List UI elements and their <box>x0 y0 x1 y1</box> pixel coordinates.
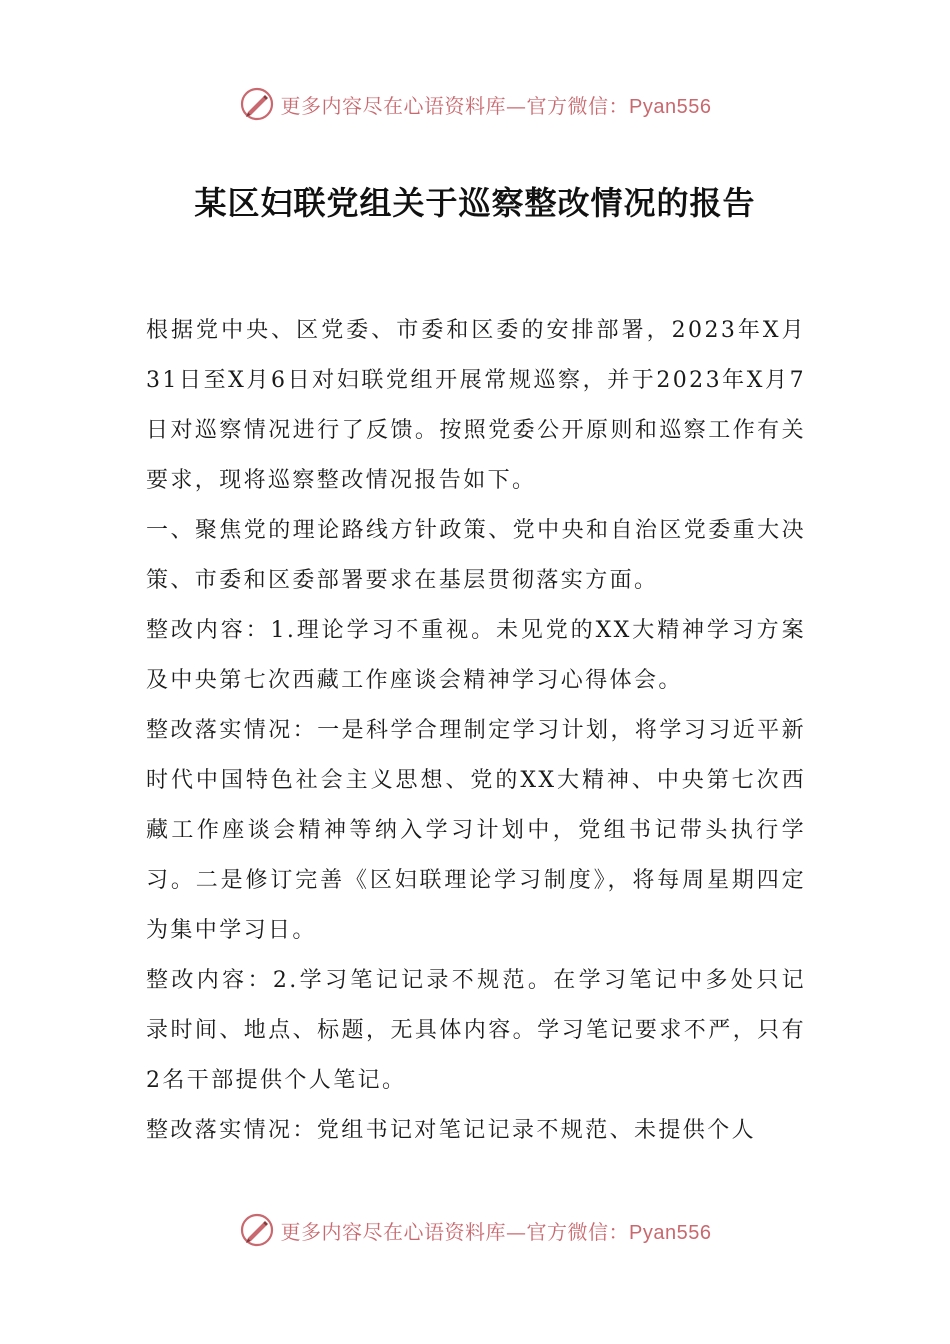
document-body <box>146 306 806 1156</box>
header-watermark <box>0 84 950 124</box>
paragraph: 整改内容：1.理论学习不重视。未见党的XX大精神学习方案及中央第七次西藏工作座谈会精神学习心得体会。 <box>146 618 806 693</box>
watermark-text: 更多内容尽在心语资料库—官方微信： <box>280 1219 630 1244</box>
watermark-wechat-id: Pyan556 <box>629 1221 712 1244</box>
paragraph: 整改落实情况：一是科学合理制定学习计划，将学习习近平新时代中国特色社会主义思想、党的XX大精神、中央第七次西藏工作座谈会精神等纳入学习计划中，党组书记带头执行学习。二是修订完善《区妇联理论学习制度》，将每周星期四定为集中学习日。 <box>146 718 806 943</box>
paragraph: 根据党中央、区党委、市委和区委的安排部署，2023年X月31日至X月6日对妇联党组开展常规巡察，并于2023年X月7日对巡察情况进行了反馈。按照党委公开原则和巡察工作有关要求，现将巡察整改情况报告如下。 <box>146 318 806 493</box>
paragraph: 整改落实情况：党组书记对笔记记录不规范、未提供个人 <box>146 1118 757 1143</box>
watermark-wechat-id: Pyan556 <box>629 95 712 118</box>
paragraph: 一、聚焦党的理论路线方针政策、党中央和自治区党委重大决策、市委和区委部署要求在基层贯彻落实方面。 <box>146 518 806 593</box>
pen-logo-icon <box>239 1212 275 1248</box>
document-title: 某区妇联党组关于巡察整改情况的报告 <box>194 184 756 222</box>
pen-logo-icon <box>239 86 275 122</box>
footer-watermark <box>0 1210 950 1250</box>
watermark-text: 更多内容尽在心语资料库—官方微信： <box>280 93 630 118</box>
paragraph: 整改内容：2.学习笔记记录不规范。在学习笔记中多处只记录时间、地点、标题，无具体内容。学习笔记要求不严，只有2名干部提供个人笔记。 <box>146 968 806 1093</box>
